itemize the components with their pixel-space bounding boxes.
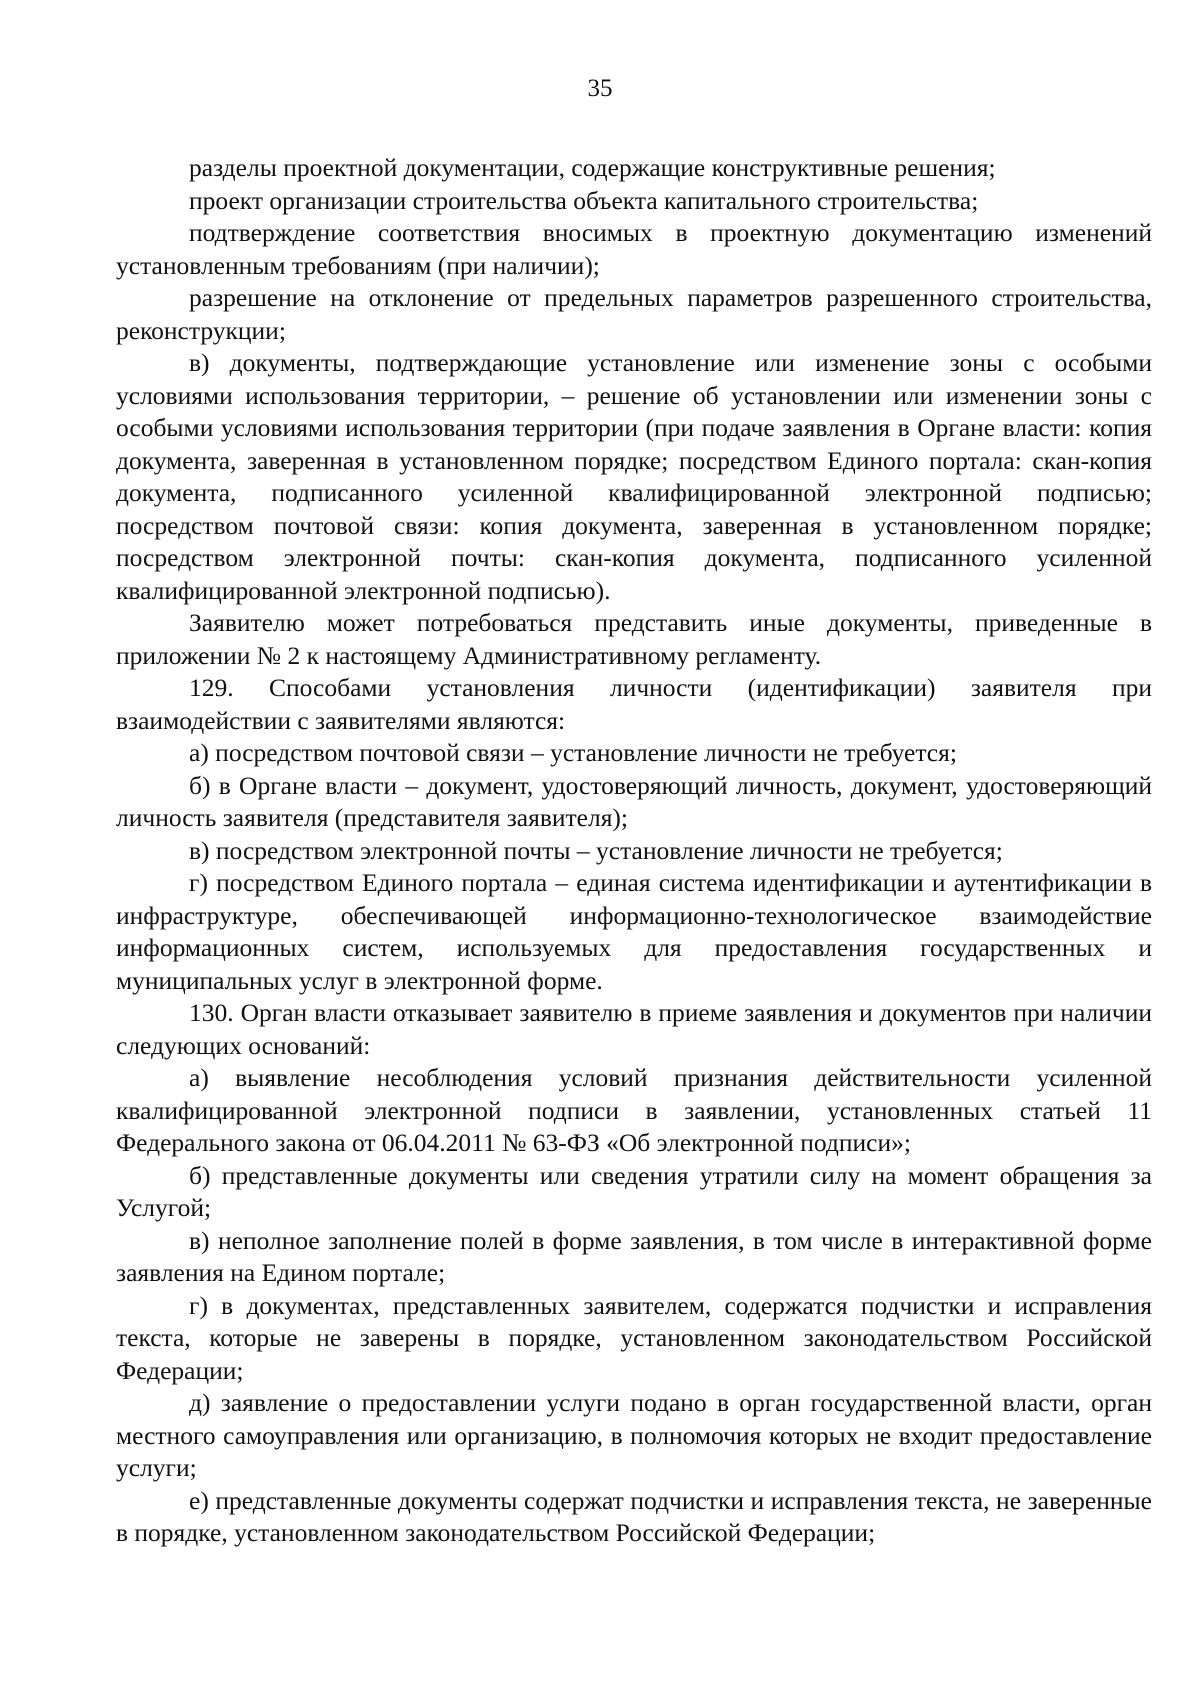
paragraph-design-sections: разделы проектной документации, содержащие конструктивные решения;: [189, 153, 996, 182]
page-number: 35: [587, 75, 613, 102]
paragraph-129-b: б) в Органе власти – документ, удостоверяющий личность, документ, удостоверяющий личность заявителя (представителя заявителя);: [116, 770, 1152, 832]
paragraph-130-refusal: 130. Орган власти отказывает заявителю в приеме заявления и документов при наличии следующих оснований:: [116, 998, 1152, 1060]
paragraph-129-v: в) посредством электронной почты – установление личности не требуется;: [189, 835, 1003, 865]
paragraph-129-identification: 129. Способами установления личности (идентификации) заявителя при взаимодействии с заявителями являются:: [116, 673, 1152, 735]
paragraph-130-a: а) выявление несоблюдения условий признания действительности усиленной квалифицированной электронной подписи в заявлении, установленных статьей 11 Федерального закона от 06.04.2011 № 63-ФЗ «Об электронной подписи»;: [116, 1063, 1152, 1157]
paragraph-130-v: в) неполное заполнение полей в форме заявления, в том числе в интерактивной форме заявления на Едином портале;: [116, 1225, 1152, 1287]
paragraph-129-a: а) посредством почтовой связи – установление личности не требуется;: [189, 738, 957, 767]
paragraph-compliance-confirmation: подтверждение соответствия вносимых в проектную документацию изменений установленным требованиям (при наличии);: [116, 218, 1152, 280]
paragraph-other-documents: Заявителю может потребоваться представить иные документы, приведенные в приложении № 2 к настоящему Административному регламенту.: [116, 608, 1152, 670]
document-body: [116, 152, 1152, 1550]
paragraph-130-g: г) в документах, представленных заявителем, содержатся подчистки и исправления текста, которые не заверены в порядке, установленном законодательством Российской Федерации;: [116, 1290, 1152, 1385]
paragraph-construction-project: проект организации строительства объекта капитального строительства;: [189, 185, 979, 215]
paragraph-130-e: е) представленные документы содержат подчистки и исправления текста, не заверенные в порядке, установленном законодательством Российской Федерации;: [116, 1485, 1152, 1547]
paragraph-zone-documents: в) документы, подтверждающие установление или изменение зоны с особыми условиями использования территории, – решение об установлении или изменении зоны с особыми условиями использования территории (при подаче заявления в Органе власти: копия документа, заверенная в установленном порядке; посредством Единого портала: скан-копия документа, подписанного усиленной квалифицированной электронной подписью; посредством почтовой связи: копия документа, заверенная в установленном порядке; посредством электронной почты: скан-копия документа, подписанного усиленной квалифицированной электронной подписью).: [116, 348, 1152, 605]
paragraph-deviation-permit: разрешение на отклонение от предельных параметров разрешенного строительства, реконструкции;: [116, 283, 1152, 345]
paragraph-130-d: д) заявление о предоставлении услуги подано в орган государственной власти, орган местного самоуправления или организацию, в полномочия которых не входит предоставление услуги;: [116, 1388, 1152, 1482]
paragraph-129-g: г) посредством Единого портала – единая система идентификации и аутентификации в инфраструктуре, обеспечивающей информационно-технологическое взаимодействие информационных систем, используемых для предоставления государственных и муниципальных услуг в электронной форме.: [116, 868, 1152, 995]
paragraph-130-b: б) представленные документы или сведения утратили силу на момент обращения за Услугой;: [116, 1160, 1152, 1222]
